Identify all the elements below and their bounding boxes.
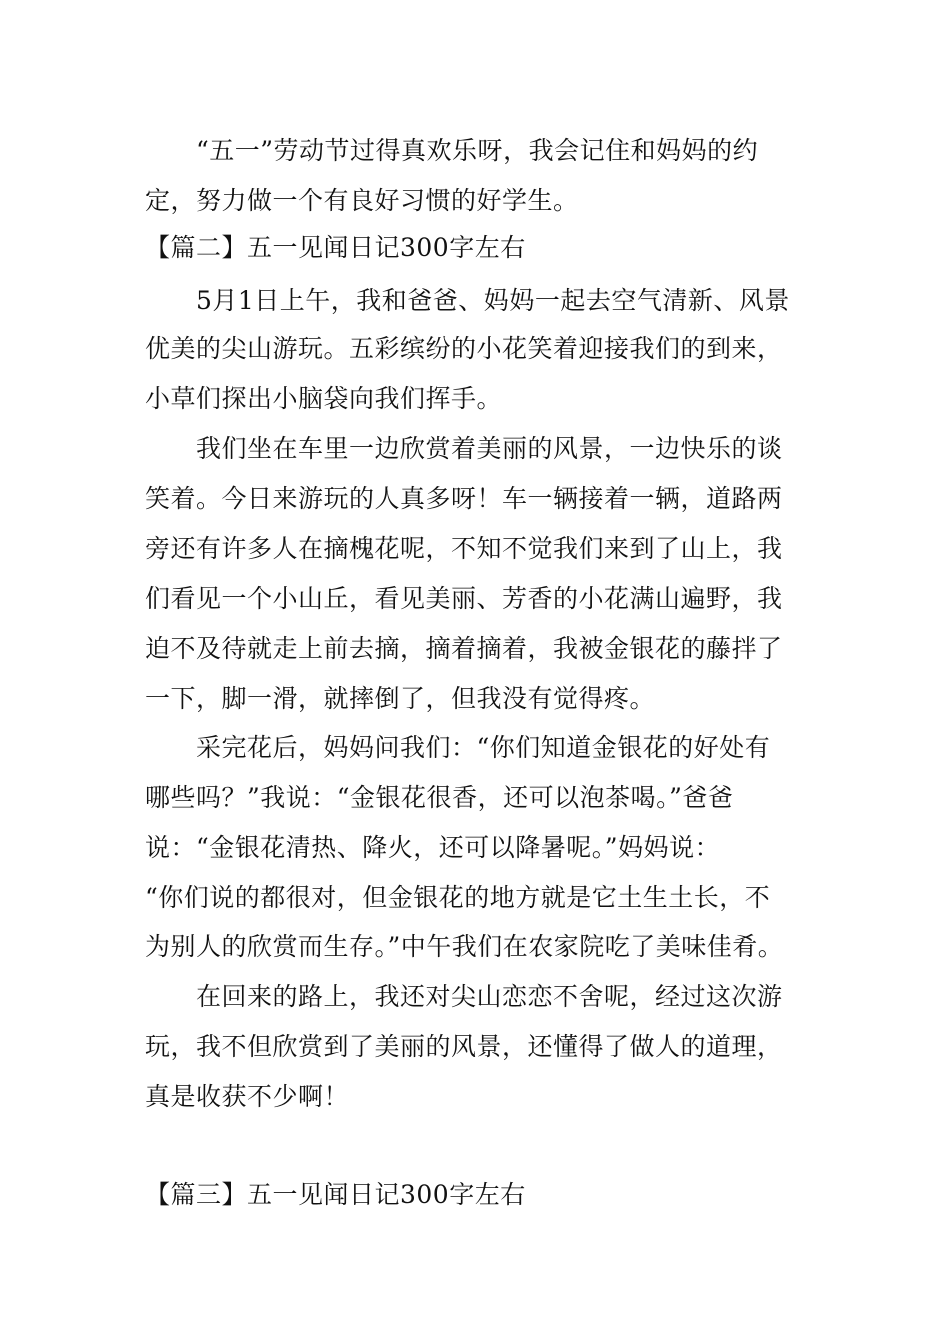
paragraph-line: 一下，脚一滑，就摔倒了，但我没有觉得疼。 xyxy=(145,684,656,713)
paragraph-line: 采完花后，妈妈问我们：“你们知道金银花的好处有 xyxy=(196,733,771,762)
paragraph-line: 旁还有许多人在摘槐花呢，不知不觉我们来到了山上，我 xyxy=(145,534,783,563)
paragraph-line: 们看见一个小山丘，看见美丽、芳香的小花满山遍野，我 xyxy=(145,584,783,613)
paragraph-line: 定，努力做一个有良好习惯的好学生。 xyxy=(145,186,579,215)
paragraph-line: 小草们探出小脑袋向我们挥手。 xyxy=(145,384,503,413)
paragraph-line: “五一”劳动节过得真欢乐呀，我会记住和妈妈的约 xyxy=(196,136,759,165)
paragraph-line: 真是收获不少啊！ xyxy=(145,1082,350,1111)
section-heading: 【篇三】五一见闻日记300字左右 xyxy=(145,1180,526,1209)
paragraph-line: 为别人的欣赏而生存。”中午我们在农家院吃了美味佳肴。 xyxy=(145,932,784,961)
paragraph-line: 哪些吗？”我说：“金银花很香，还可以泡茶喝。”爸爸 xyxy=(145,783,734,812)
paragraph-line: 在回来的路上，我还对尖山恋恋不舍呢，经过这次游 xyxy=(196,982,783,1011)
paragraph-line: 5月1日上午，我和爸爸、妈妈一起去空气清新、风景 xyxy=(196,286,790,315)
paragraph-line: 优美的尖山游玩。五彩缤纷的小花笑着迎接我们的到来， xyxy=(145,334,783,363)
paragraph-line: 玩，我不但欣赏到了美丽的风景，还懂得了做人的道理， xyxy=(145,1032,783,1061)
paragraph-line: 迫不及待就走上前去摘，摘着摘着，我被金银花的藤拌了 xyxy=(145,634,783,663)
section-heading: 【篇二】五一见闻日记300字左右 xyxy=(145,233,526,262)
paragraph-line: 说：“金银花清热、降火，还可以降暑呢。”妈妈说： xyxy=(145,833,721,862)
paragraph-line: 笑着。今日来游玩的人真多呀！车一辆接着一辆，道路两 xyxy=(145,484,783,513)
paragraph-line: “你们说的都很对，但金银花的地方就是它土生土长，不 xyxy=(145,883,771,912)
paragraph-line: 我们坐在车里一边欣赏着美丽的风景，一边快乐的谈 xyxy=(196,434,783,463)
